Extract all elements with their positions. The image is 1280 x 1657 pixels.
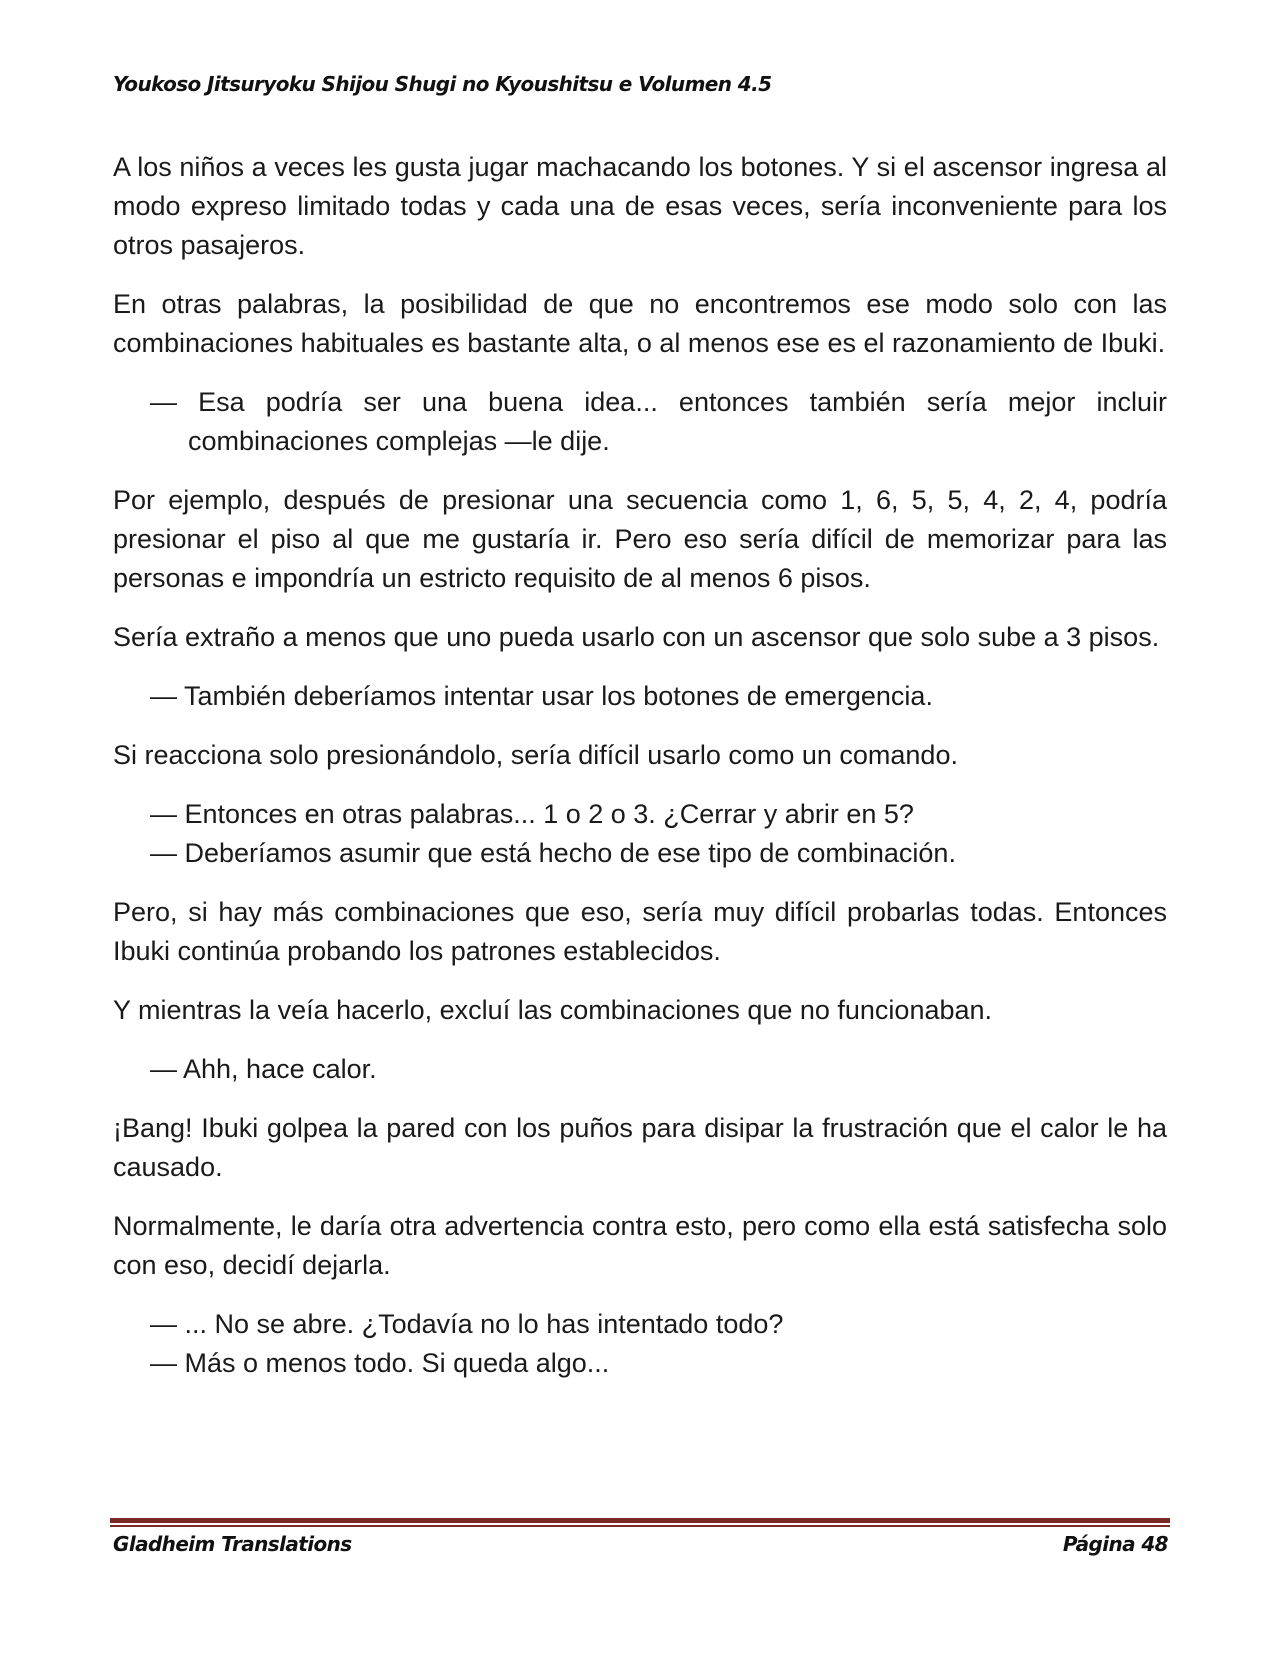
- page-number: Página 48: [1062, 1532, 1168, 1556]
- footer-rule-thin: [110, 1525, 1170, 1527]
- dialogue-line: — Más o menos todo. Si queda algo...: [150, 1348, 610, 1378]
- running-header: Youkoso Jitsuryoku Shijou Shugi no Kyoushitsu e Volumen 4.5: [113, 72, 772, 96]
- footer-publisher: Gladheim Translations: [113, 1532, 352, 1556]
- paragraph: Si reacciona solo presionándolo, sería difícil usarlo como un comando.: [113, 740, 958, 770]
- paragraph: Normalmente, le daría otra advertencia contra esto, pero como ella está satisfecha solo con eso, decidí dejarla.: [113, 1211, 1167, 1280]
- dialogue-group: [113, 677, 1167, 716]
- paragraph: A los niños a veces les gusta jugar machacando los botones. Y si el ascensor ingresa al modo expreso limitado todas y cada una de esas veces, sería inconveniente para los otros pasajeros.: [113, 152, 1167, 260]
- dialogue-line: — Entonces en otras palabras... 1 o 2 o 3. ¿Cerrar y abrir en 5?: [150, 799, 914, 829]
- dialogue-line: — Ahh, hace calor.: [150, 1054, 377, 1084]
- paragraph: Por ejemplo, después de presionar una secuencia como 1, 6, 5, 5, 4, 2, 4, podría presionar el piso al que me gustaría ir. Pero eso sería difícil de memorizar para las personas e impondría un estricto requisito de al menos 6 pisos.: [113, 485, 1167, 593]
- dialogue-line: — Deberíamos asumir que está hecho de ese tipo de combinación.: [150, 838, 956, 868]
- dialogue-group: [113, 383, 1167, 461]
- paragraph: Pero, si hay más combinaciones que eso, sería muy difícil probarlas todas. Entonces Ibuki continúa probando los patrones establecidos.: [113, 897, 1167, 966]
- paragraph: En otras palabras, la posibilidad de que no encontremos ese modo solo con las combinaciones habituales es bastante alta, o al menos ese es el razonamiento de Ibuki.: [113, 289, 1167, 358]
- page-body: [113, 148, 1167, 1403]
- paragraph: ¡Bang! Ibuki golpea la pared con los puños para disipar la frustración que el calor le ha causado.: [113, 1113, 1167, 1182]
- dialogue-line: — ... No se abre. ¿Todavía no lo has intentado todo?: [150, 1309, 784, 1339]
- dialogue-line: — También deberíamos intentar usar los botones de emergencia.: [150, 681, 933, 711]
- paragraph: Sería extraño a menos que uno pueda usarlo con un ascensor que solo sube a 3 pisos.: [113, 622, 1160, 652]
- footer-rule: [110, 1518, 1170, 1527]
- dialogue-group: [113, 1305, 1167, 1383]
- dialogue-group: [113, 795, 1167, 873]
- dialogue-line: — Esa podría ser una buena idea... entonces también sería mejor incluir combinaciones complejas —le dije.: [150, 387, 1167, 456]
- paragraph: Y mientras la veía hacerlo, excluí las combinaciones que no funcionaban.: [113, 995, 993, 1025]
- dialogue-group: [113, 1050, 1167, 1089]
